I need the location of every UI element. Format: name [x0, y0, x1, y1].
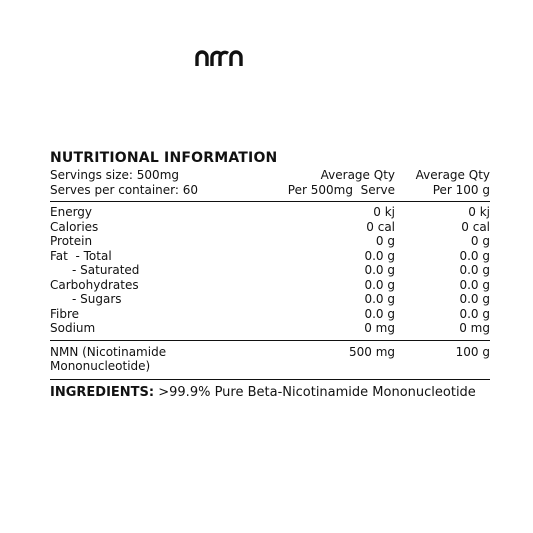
panel-header: [50, 168, 490, 198]
row-per-serve: 0 mg: [364, 321, 395, 335]
row-label: - Saturated: [72, 263, 140, 277]
bottom-divider: [50, 379, 490, 380]
nmn-label: NMN (Nicotinamide Mononucleotide): [50, 344, 167, 373]
col2-header-line2: Per 500mg Serve: [287, 183, 395, 197]
row-label: Calories: [50, 219, 99, 234]
table-row: [50, 292, 490, 307]
row-label: Carbohydrates: [50, 277, 139, 292]
row-per-serve: 0.0 g: [364, 277, 395, 292]
nmn-row: [50, 345, 490, 373]
table-row: [50, 263, 490, 278]
table-row: [50, 220, 490, 235]
nutrition-panel: [50, 150, 490, 380]
row-per-100g: 0 kj: [468, 205, 490, 219]
row-label: Fat - Total: [50, 248, 112, 263]
row-per-serve: 0.0 g: [364, 263, 395, 277]
table-row: [50, 205, 490, 220]
row-per-100g: 0.0 g: [459, 292, 490, 306]
row-per-100g: 0.0 g: [459, 248, 490, 263]
table-row: [50, 234, 490, 249]
row-per-100g: 0.0 g: [459, 263, 490, 277]
row-per-100g: 0.0 g: [459, 306, 490, 321]
table-row: [50, 307, 490, 322]
serves-per-container: Serves per container: 60: [50, 183, 199, 197]
row-per-serve: 0 kj: [373, 205, 395, 219]
ingredients-text: >99.9% Pure Beta-Nicotinamide Mononucleotide: [158, 385, 476, 400]
row-label: Energy: [50, 205, 93, 219]
row-label: Fibre: [50, 306, 80, 321]
row-label: Sodium: [50, 321, 96, 335]
table-row: [50, 249, 490, 264]
nmn-per-serve: 500 mg: [348, 344, 395, 359]
col3-header-line1: Average Qty: [415, 168, 490, 182]
nutrient-rows: [50, 205, 490, 336]
row-per-100g: 0.0 g: [459, 277, 490, 292]
row-per-100g: 0 cal: [461, 219, 490, 234]
row-per-serve: 0.0 g: [364, 248, 395, 263]
nmn-wordmark-logo: [195, 46, 245, 68]
nmn-logo-icon: [195, 46, 245, 68]
header-divider: [50, 201, 490, 202]
row-per-100g: 0 mg: [459, 321, 490, 335]
row-label: - Sugars: [72, 292, 122, 306]
ingredients-label: INGREDIENTS:: [50, 385, 155, 400]
row-per-serve: 0.0 g: [364, 306, 395, 321]
row-label: Protein: [50, 234, 93, 248]
row-per-serve: 0 cal: [366, 219, 395, 234]
nutrients-divider: [50, 340, 490, 341]
row-per-serve: 0 g: [375, 234, 395, 248]
table-row: [50, 278, 490, 293]
panel-title: NUTRITIONAL INFORMATION: [50, 150, 278, 166]
table-row: [50, 321, 490, 336]
ingredients-line: [50, 385, 476, 401]
col3-header-line2: Per 100 g: [432, 183, 490, 197]
nmn-per-100g: 100 g: [455, 344, 490, 359]
col2-header-line1: Average Qty: [320, 168, 395, 182]
servings-size: Servings size: 500mg: [50, 168, 179, 182]
row-per-serve: 0.0 g: [364, 292, 395, 306]
row-per-100g: 0 g: [470, 234, 490, 248]
